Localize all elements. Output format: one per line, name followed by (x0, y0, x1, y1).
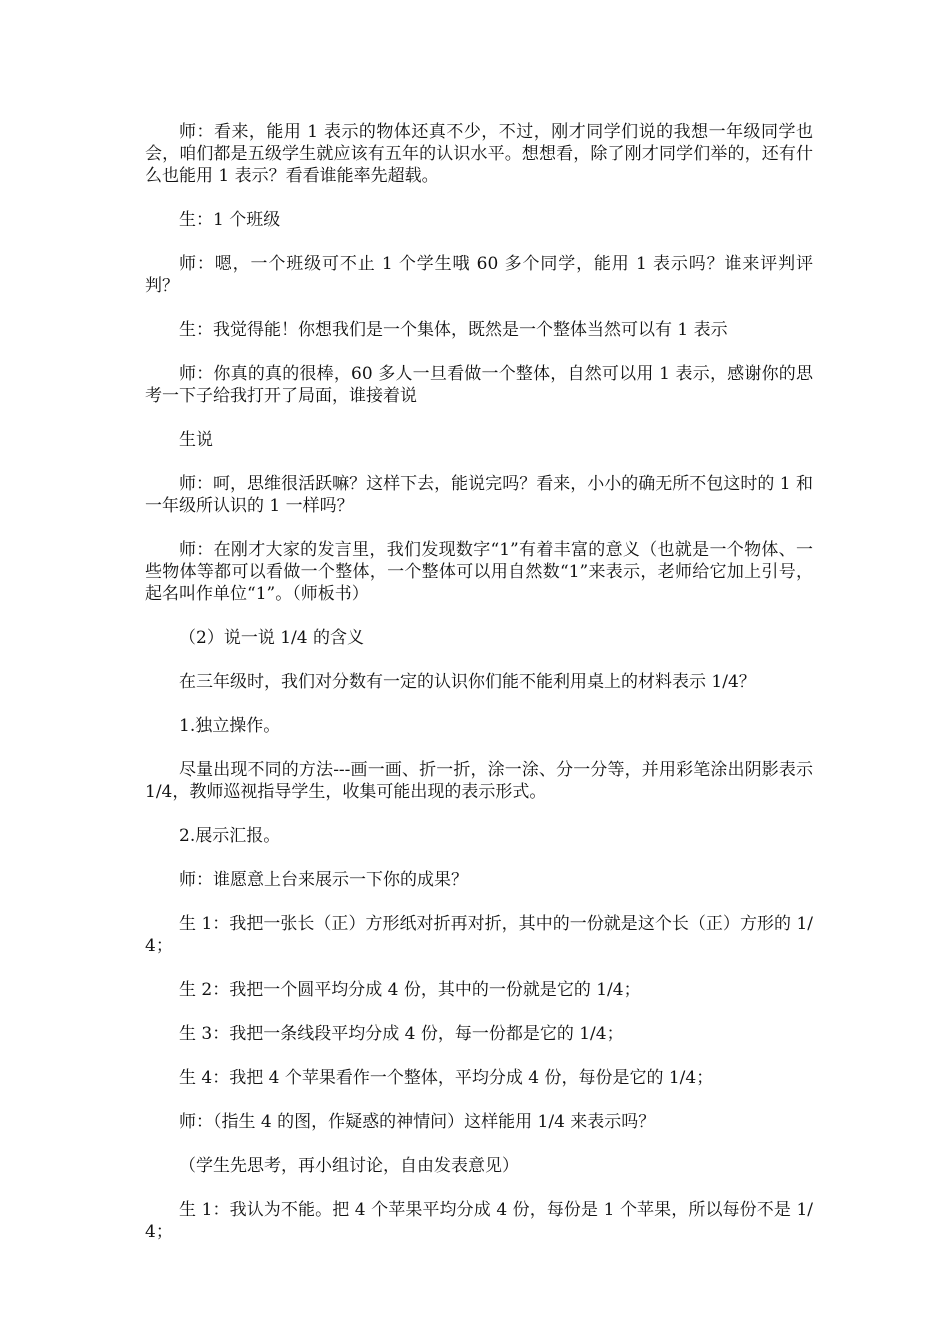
document-body (145, 121, 813, 1265)
paragraph: 师：看来，能用 1 表示的物体还真不少，不过，刚才同学们说的我想一年级同学也会，咱们都是五级学生就应该有五年的认识水平。想想看，除了刚才同学们举的，还有什么也能用 1 表示？看看谁能率先超载。 (145, 122, 813, 186)
paragraph: 师：呵，思维很活跃嘛？这样下去，能说完吗？看来，小小的确无所不包这时的 1 和一年级所认识的 1 一样吗？ (145, 474, 813, 516)
paragraph: 在三年级时，我们对分数有一定的认识你们能不能利用桌上的材料表示 1/4？ (179, 672, 756, 692)
paragraph: 师：谁愿意上台来展示一下你的成果？ (179, 870, 468, 890)
paragraph: （学生先思考，再小组讨论，自由发表意见） (179, 1156, 519, 1176)
paragraph: 生 1：我认为不能。把 4 个苹果平均分成 4 份，每份是 1 个苹果，所以每份不是 1/4； (145, 1200, 813, 1242)
paragraph: 1.独立操作。 (179, 716, 281, 736)
paragraph: 师：你真的真的很棒，60 多人一旦看做一个整体，自然可以用 1 表示，感谢你的思考一下子给我打开了局面，谁接着说 (145, 364, 813, 406)
paragraph: 生：我觉得能！你想我们是一个集体，既然是一个整体当然可以有 1 表示 (179, 320, 728, 340)
paragraph: 师：在刚才大家的发言里，我们发现数字“1”有着丰富的意义（也就是一个物体、一些物体等都可以看做一个整体，一个整体可以用自然数“1”来表示，老师给它加上引号，起名叫作单位“1”。（师板书） (145, 540, 813, 604)
paragraph: 尽量出现不同的方法---画一画、折一折，涂一涂、分一分等，并用彩笔涂出阴影表示 1/4，教师巡视指导学生，收集可能出现的表示形式。 (145, 760, 813, 802)
paragraph: 师：嗯，一个班级可不止 1 个学生哦 60 多个同学，能用 1 表示吗？谁来评判评判？ (145, 254, 813, 296)
paragraph: 生：1 个班级 (179, 210, 281, 230)
paragraph: 生说 (179, 430, 213, 450)
paragraph: 生 3：我把一条线段平均分成 4 份，每一份都是它的 1/4； (179, 1024, 624, 1044)
paragraph: 师：（指生 4 的图，作疑惑的神情问）这样能用 1/4 来表示吗？ (179, 1112, 656, 1132)
paragraph: 2.展示汇报。 (179, 826, 281, 846)
paragraph: 生 1：我把一张长（正）方形纸对折再对折，其中的一份就是这个长（正）方形的 1/4； (145, 914, 813, 956)
paragraph: 生 2：我把一个圆平均分成 4 份，其中的一份就是它的 1/4； (179, 980, 641, 1000)
paragraph: 生 4：我把 4 个苹果看作一个整体，平均分成 4 份，每份是它的 1/4； (179, 1068, 714, 1088)
paragraph: （2）说一说 1/4 的含义 (179, 628, 364, 648)
